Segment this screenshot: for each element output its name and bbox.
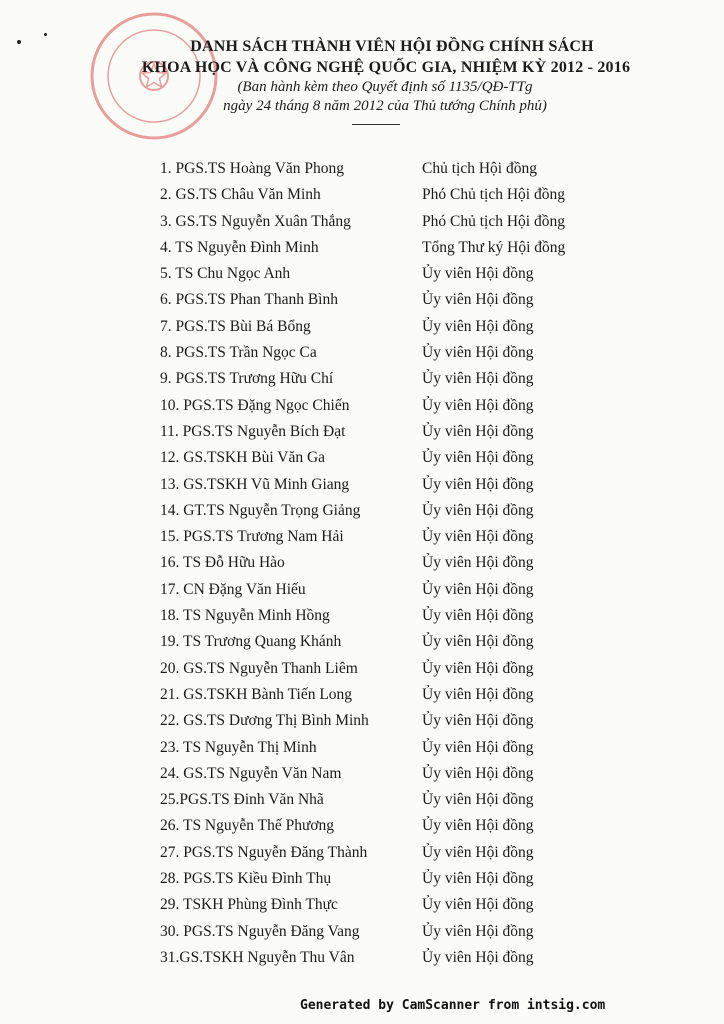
member-role: Ủy viên Hội đồng (422, 607, 534, 625)
member-role: Ủy viên Hội đồng (422, 712, 534, 730)
member-role: Ủy viên Hội đồng (422, 738, 534, 756)
member-row (160, 182, 580, 208)
member-row (160, 919, 580, 945)
member-row (160, 577, 580, 603)
member-name: 14. GT.TS Nguyễn Trọng Giảng (160, 501, 361, 519)
member-role: Ủy viên Hội đồng (422, 922, 534, 940)
member-name: 18. TS Nguyễn Minh Hồng (160, 607, 330, 625)
member-role: Ủy viên Hội đồng (422, 396, 534, 414)
member-row (160, 340, 580, 366)
member-name: 11. PGS.TS Nguyễn Bích Đạt (160, 422, 346, 440)
member-row (160, 550, 580, 576)
header-divider (352, 124, 400, 125)
member-name: 21. GS.TSKH Bành Tiến Long (160, 685, 353, 703)
document-subtitle-line-2: ngày 24 tháng 8 năm 2012 của Thủ tướng Chính phủ) (223, 98, 547, 114)
member-role: Ủy viên Hội đồng (422, 291, 534, 309)
member-name: 26. TS Nguyễn Thế Phương (160, 817, 335, 835)
member-row (160, 287, 580, 313)
member-row (160, 813, 580, 839)
member-row (160, 761, 580, 787)
member-row (160, 708, 580, 734)
document-title-line-1: DANH SÁCH THÀNH VIÊN HỘI ĐỒNG CHÍNH SÁCH (190, 38, 594, 55)
member-role: Ủy viên Hội đồng (422, 370, 534, 388)
member-row (160, 787, 580, 813)
member-role: Ủy viên Hội đồng (422, 528, 534, 546)
member-name: 25.PGS.TS Đinh Văn Nhã (160, 791, 324, 809)
scanner-watermark: Generated by CamScanner from intsig.com (300, 998, 606, 1013)
member-row (160, 472, 580, 498)
member-row (160, 629, 580, 655)
member-name: 28. PGS.TS Kiều Đình Thụ (160, 870, 332, 888)
member-row (160, 393, 580, 419)
member-name: 19. TS Trương Quang Khánh (160, 633, 342, 651)
member-name: 5. TS Chu Ngọc Anh (160, 265, 291, 283)
member-row (160, 945, 580, 971)
member-row (160, 682, 580, 708)
member-name: 1. PGS.TS Hoàng Văn Phong (160, 160, 345, 177)
member-role: Ủy viên Hội đồng (422, 948, 534, 966)
member-role: Ủy viên Hội đồng (422, 265, 534, 283)
member-role: Ủy viên Hội đồng (422, 843, 534, 861)
member-name: 3. GS.TS Nguyễn Xuân Thắng (160, 212, 351, 230)
member-row (160, 156, 580, 182)
member-role: Tổng Thư ký Hội đồng (422, 238, 566, 256)
member-role: Chủ tịch Hội đồng (422, 160, 537, 177)
member-role: Ủy viên Hội đồng (422, 870, 534, 888)
member-row (160, 656, 580, 682)
member-name: 13. GS.TSKH Vũ Minh Giang (160, 475, 350, 493)
member-role: Ủy viên Hội đồng (422, 791, 534, 809)
member-name: 27. PGS.TS Nguyễn Đăng Thành (160, 843, 368, 861)
member-name: 17. CN Đặng Văn Hiếu (160, 580, 306, 598)
member-row (160, 445, 580, 471)
member-role: Ủy viên Hội đồng (422, 817, 534, 835)
member-role: Phó Chủ tịch Hội đồng (422, 186, 565, 204)
member-row (160, 419, 580, 445)
member-role: Ủy viên Hội đồng (422, 633, 534, 651)
member-name: 4. TS Nguyễn Đình Minh (160, 238, 319, 256)
member-row (160, 235, 580, 261)
member-name: 2. GS.TS Châu Văn Minh (160, 186, 321, 204)
member-row (160, 261, 580, 287)
member-role: Ủy viên Hội đồng (422, 554, 534, 572)
member-row (160, 366, 580, 392)
member-name: 6. PGS.TS Phan Thanh Bình (160, 291, 338, 309)
member-row (160, 209, 580, 235)
member-name: 10. PGS.TS Đặng Ngọc Chiến (160, 396, 350, 414)
member-name: 15. PGS.TS Trương Nam Hải (160, 528, 344, 546)
member-role: Ủy viên Hội đồng (422, 896, 534, 914)
member-role: Ủy viên Hội đồng (422, 422, 534, 440)
member-role: Ủy viên Hội đồng (422, 501, 534, 519)
member-row (160, 524, 580, 550)
member-row (160, 314, 580, 340)
document-subtitle-line-1: (Ban hành kèm theo Quyết định số 1135/QĐ-TTg (237, 79, 533, 95)
member-list (160, 156, 580, 971)
document-title-line-2: KHOA HỌC VÀ CÔNG NGHỆ QUỐC GIA, NHIỆM KỲ 2012 - 2016 (141, 59, 631, 76)
member-row (160, 735, 580, 761)
member-name: 16. TS Đỗ Hữu Hào (160, 554, 285, 572)
member-role: Ủy viên Hội đồng (422, 344, 534, 362)
member-role: Ủy viên Hội đồng (422, 580, 534, 598)
member-name: 20. GS.TS Nguyễn Thanh Liêm (160, 659, 358, 677)
member-name: 31.GS.TSKH Nguyễn Thu Vân (160, 948, 355, 966)
member-name: 24. GS.TS Nguyễn Văn Nam (160, 764, 342, 782)
member-role: Ủy viên Hội đồng (422, 475, 534, 493)
member-name: 7. PGS.TS Bùi Bá Bổng (160, 317, 311, 335)
member-role: Ủy viên Hội đồng (422, 449, 534, 467)
member-role: Ủy viên Hội đồng (422, 685, 534, 703)
member-role: Ủy viên Hội đồng (422, 317, 534, 335)
document-header (0, 36, 724, 116)
member-row (160, 866, 580, 892)
member-row (160, 498, 580, 524)
member-name: 8. PGS.TS Trần Ngọc Ca (160, 344, 317, 362)
member-name: 12. GS.TSKH Bùi Văn Ga (160, 449, 326, 467)
member-name: 29. TSKH Phùng Đình Thực (160, 896, 338, 914)
member-name: 22. GS.TS Dương Thị Bình Minh (160, 712, 369, 730)
member-row (160, 892, 580, 918)
member-role: Phó Chủ tịch Hội đồng (422, 212, 565, 230)
member-role: Ủy viên Hội đồng (422, 659, 534, 677)
member-row (160, 603, 580, 629)
member-name: 30. PGS.TS Nguyễn Đăng Vang (160, 922, 360, 940)
member-role: Ủy viên Hội đồng (422, 764, 534, 782)
member-name: 23. TS Nguyễn Thị Minh (160, 738, 317, 756)
member-name: 9. PGS.TS Trương Hữu Chí (160, 370, 334, 388)
member-row (160, 840, 580, 866)
